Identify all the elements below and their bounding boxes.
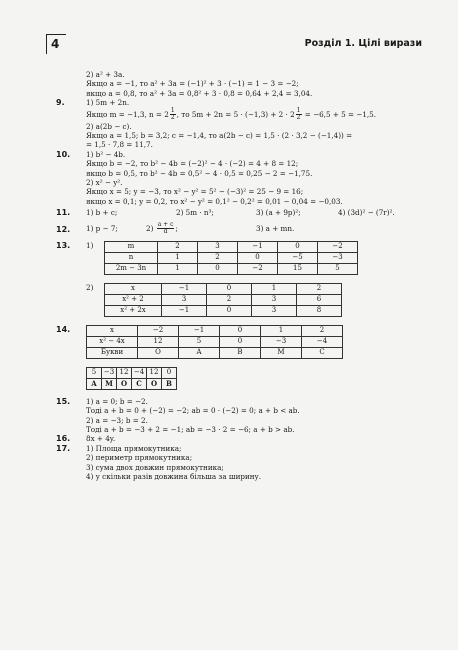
problem-8-continued	[56, 70, 426, 98]
table-cell: −1	[179, 325, 220, 336]
table-cell: 15	[278, 263, 318, 274]
table-row	[87, 378, 177, 389]
table-row	[105, 252, 358, 263]
answer-3: 3) a + mn.	[256, 223, 295, 233]
fraction	[170, 108, 176, 122]
table-cell: 0	[278, 241, 318, 252]
table-cell: 0	[162, 367, 177, 378]
text-line	[86, 108, 426, 122]
table-cell: 3	[252, 294, 297, 305]
text-line: якщо a = 0,8, то a² + 3a = 0,8² + 3 · 0,8 = 0,64 + 2,4 = 3,04.	[86, 88, 313, 98]
fraction	[296, 108, 302, 122]
table-13-1	[104, 241, 358, 275]
table-cell: −5	[278, 252, 318, 263]
table-cell: 2m − 3n	[105, 263, 158, 274]
text-line: Якщо x = 5; y = −3, то x² − y² = 5² − (−3)² = 25 − 9 = 16;	[86, 187, 304, 197]
table-cell: 5	[179, 336, 220, 347]
problem-15	[56, 397, 426, 435]
table-cell: 2	[297, 283, 342, 294]
table-cell: А	[87, 378, 102, 389]
page-number: 4	[46, 34, 66, 54]
table-cell: 1	[261, 325, 302, 336]
answer-1: 1) b + c;	[86, 208, 118, 218]
text-part: = −6,5 + 5 = −1,5.	[302, 109, 377, 119]
table-cell: 0	[220, 325, 261, 336]
table-cell: −4	[302, 336, 343, 347]
text-line: 1) Площа прямокутника;	[86, 443, 182, 453]
text-line: 4) у скільки разів довжина більша за ширину.	[86, 471, 262, 481]
table-row	[87, 325, 343, 336]
table-cell: −1	[238, 241, 278, 252]
table-cell: 0	[220, 336, 261, 347]
table-cell: 0	[207, 283, 252, 294]
table-cell: −2	[318, 241, 358, 252]
table-cell: М	[102, 378, 117, 389]
table-cell: А	[179, 347, 220, 358]
text-line: 2) периметр прямокутника;	[86, 453, 193, 463]
table-cell: 2	[198, 252, 238, 263]
problem-14	[56, 325, 426, 367]
table-14-1	[86, 325, 343, 359]
table-cell: О	[117, 378, 132, 389]
fraction	[157, 220, 178, 236]
fraction-denominator: d	[163, 228, 168, 236]
problem-12	[56, 221, 426, 237]
text-line: 3) сума двох довжин прямокутника;	[86, 462, 224, 472]
table-cell: −3	[318, 252, 358, 263]
table-14-2	[86, 367, 177, 390]
problem-number: 16.	[56, 434, 71, 444]
table-cell: О	[138, 347, 179, 358]
table-cell: 1	[158, 263, 198, 274]
answer-2	[146, 221, 256, 237]
table-cell: 8	[297, 305, 342, 316]
table-cell: 12	[117, 367, 132, 378]
problem-14-answer	[56, 367, 426, 397]
text-line: 2) a(2b − c).	[86, 121, 132, 131]
text-part: Якщо m = −1,3, n = 2	[86, 109, 169, 119]
text-line: 1) 5m + 2n.	[86, 98, 130, 108]
table-row	[105, 241, 358, 252]
problem-10	[56, 150, 426, 206]
table-cell: 2	[302, 325, 343, 336]
fraction-numerator: a + c	[157, 220, 174, 228]
text-line: Якщо b = −2, то b² − 4b = (−2)² − 4 · (−2) = 4 + 8 = 12;	[86, 159, 299, 169]
table-row	[87, 336, 343, 347]
table-cell: x² + 2	[105, 294, 162, 305]
table-cell: n	[105, 252, 158, 263]
table-13-2	[104, 283, 342, 317]
table-cell: В	[162, 378, 177, 389]
text-line: Якщо a = 1,5; b = 3,2; c = −1,4, то a(2b − c) = 1,5 · (2 · 3,2 − (−1,4)) =	[86, 131, 353, 141]
table-cell: 3	[198, 241, 238, 252]
answer-4: 4) (3d)² − (7r)².	[338, 208, 395, 218]
problem-number: 11.	[56, 208, 71, 218]
table-row	[105, 283, 342, 294]
problem-number: 10.	[56, 149, 71, 159]
table-cell: x	[105, 283, 162, 294]
problem-number: 14.	[56, 324, 71, 334]
table-cell: 3	[162, 294, 207, 305]
table-cell: 2	[207, 294, 252, 305]
text-line: 8x + 4y.	[86, 434, 116, 444]
table-cell: М	[261, 347, 302, 358]
page-header	[40, 32, 430, 54]
answer-2: 2) 5m · n³;	[176, 208, 214, 218]
answer-3: 3) (a + 9p)²;	[256, 208, 301, 218]
table-cell: m	[105, 241, 158, 252]
problem-16	[56, 434, 426, 443]
table-cell: 3	[252, 305, 297, 316]
problem-11	[56, 208, 426, 217]
table-cell: 1	[252, 283, 297, 294]
table-cell: −1	[162, 305, 207, 316]
table-cell: −3	[261, 336, 302, 347]
problem-13-part-2	[56, 283, 426, 325]
table-cell: 6	[297, 294, 342, 305]
text-line: Тоді a + b = −3 + 2 = −1; ab = −3 · 2 = −6; a + b > ab.	[86, 424, 295, 434]
table-row	[87, 347, 343, 358]
fraction-denominator: 2	[296, 114, 301, 122]
fraction-denominator: 2	[170, 114, 175, 122]
answer-row	[86, 221, 426, 237]
table-cell: x	[87, 325, 138, 336]
text-line: = 1,5 · 7,8 = 11,7.	[86, 140, 153, 150]
text-line: 2) a² + 3a.	[86, 70, 125, 79]
table-cell: 0	[238, 252, 278, 263]
problem-number: 12.	[56, 224, 71, 234]
answer-row	[86, 208, 426, 217]
text-line: Тоді a + b = 0 + (−2) = −2; ab = 0 · (−2) = 0; a + b < ab.	[86, 406, 300, 416]
text-line: якщо x = 0,1; y = 0,2, то x² − y² = 0,1² − 0,2² = 0,01 − 0,04 = −0,03.	[86, 196, 343, 206]
table-cell: О	[147, 378, 162, 389]
table-cell: 12	[138, 336, 179, 347]
table-cell: Букви	[87, 347, 138, 358]
table-row	[87, 367, 177, 378]
answer-1: 1) p − 7;	[86, 223, 118, 233]
table-cell: −4	[132, 367, 147, 378]
text-part: , то 5m + 2n = 5 · (−1,3) + 2 · 2	[176, 109, 295, 119]
table-cell: 0	[207, 305, 252, 316]
text-line: 1) a = 0; b = −2.	[86, 396, 148, 406]
text-line: якщо b = 0,5, то b² − 4b = 0,5² − 4 · 0,5 = 0,25 − 2 = −1,75.	[86, 168, 313, 178]
text-line: 2) a = −3; b = 2.	[86, 415, 148, 425]
table-cell: −3	[102, 367, 117, 378]
table-cell: −2	[138, 325, 179, 336]
problem-13-part-1	[56, 241, 426, 283]
table-row	[105, 263, 358, 274]
problem-17	[56, 444, 426, 482]
text-line: 1) b² − 4b.	[86, 149, 126, 159]
table-cell: 1	[158, 252, 198, 263]
problem-number: 9.	[56, 98, 65, 108]
problem-number: 17.	[56, 443, 71, 453]
table-cell: x² + 2x	[105, 305, 162, 316]
table-cell: 0	[198, 263, 238, 274]
table-cell: С	[302, 347, 343, 358]
solutions-content	[56, 70, 426, 481]
problem-number: 13.	[56, 240, 71, 250]
table-cell: С	[132, 378, 147, 389]
section-title: Розділ 1. Цілі вирази	[304, 38, 422, 49]
fraction-numerator: 1	[296, 106, 301, 114]
text-line: 2) x² − y².	[86, 178, 123, 188]
table-row	[105, 294, 342, 305]
table-cell: 5	[87, 367, 102, 378]
text-line: Якщо a = −1, то a² + 3a = (−1)² + 3 · (−1) = 1 − 3 = −2;	[86, 79, 299, 89]
table-cell: x² − 4x	[87, 336, 138, 347]
table-cell: 12	[147, 367, 162, 378]
table-cell: 5	[318, 263, 358, 274]
subpart-label: 1)	[86, 240, 94, 250]
table-cell: 2	[158, 241, 198, 252]
text-part: ;	[175, 223, 178, 233]
problem-number: 15.	[56, 396, 71, 406]
fraction-numerator: 1	[170, 106, 175, 114]
subpart-label: 2)	[86, 282, 94, 292]
text-part: 2)	[146, 223, 154, 233]
table-cell: −2	[238, 263, 278, 274]
table-cell: В	[220, 347, 261, 358]
table-cell: −1	[162, 283, 207, 294]
table-row	[105, 305, 342, 316]
problem-9	[56, 98, 426, 150]
